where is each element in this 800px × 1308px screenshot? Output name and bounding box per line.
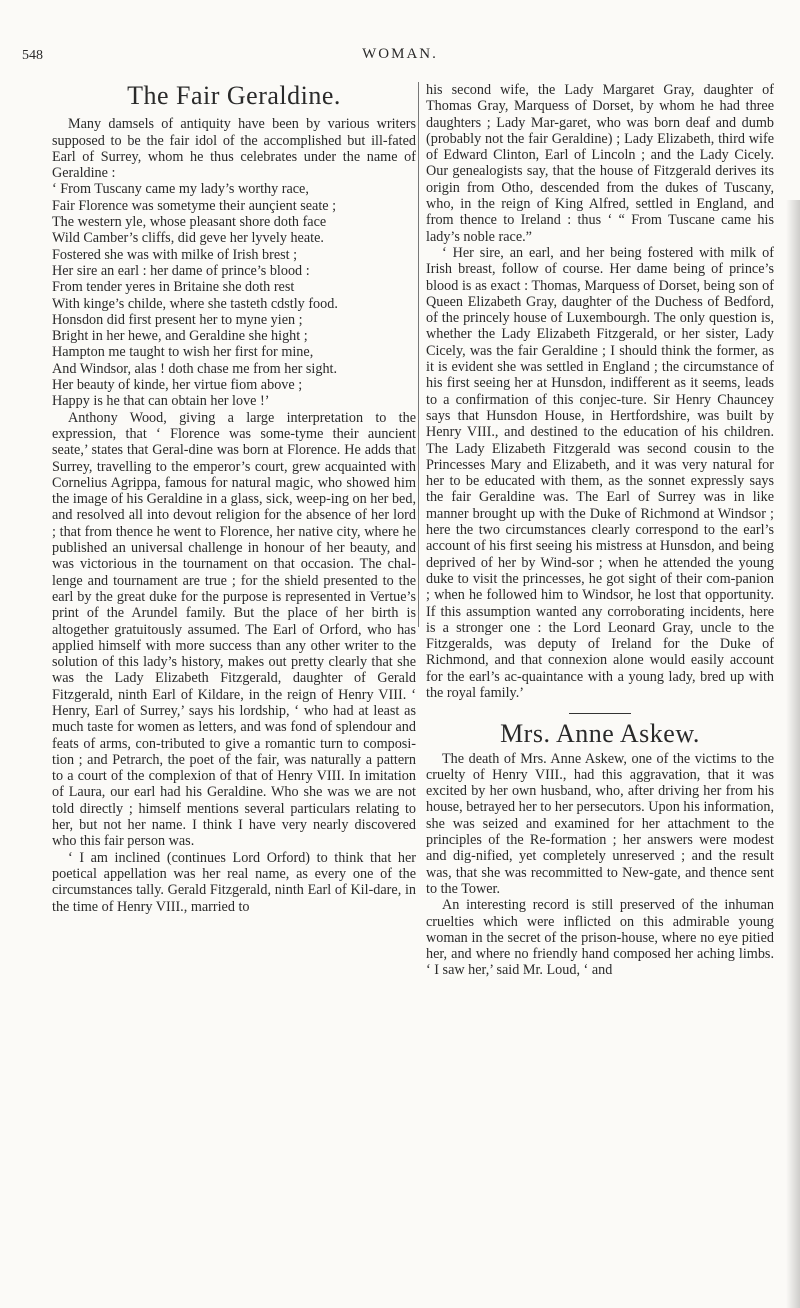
body-paragraph: An interesting record is still preserved of the inhuman cruelties which were inflicted on this admirable young woman in the secret of the prison-house, where no eye pitied her, and where no friendly hand composed her aching limbs. ‘ I saw her,’ said Mr. Loud, ‘ and	[426, 897, 774, 979]
intro-paragraph: Many damsels of antiquity have been by various writers supposed to be the fair idol of the accomplished but ill-fated Earl of Surrey, whom he thus celebrates under the name of Geraldine :	[52, 116, 416, 182]
running-head: WOMAN.	[362, 46, 438, 62]
right-column	[426, 82, 774, 979]
body-paragraph: Anthony Wood, giving a large interpretation to the expression, that ‘ Florence was some-tyme their auncient seate,’ states that Geral-dine was born at Florence. He adds that Surrey, travelling to the emperor’s court, grew acquainted with Cornelius Agrippa, famous for natural magic, who showed him the image of his Geraldine in a glass, sick, weep-ing on her bed, and resolved all into devout religion for the absence of her lord ; that from thence he went to Florence, her native city, where he published an universal challenge in honour of her beauty, and was victorious in the tournament on that occasion. The chal-lenge and tournament are true ; for the shield presented to the earl by the great duke for the purpose is represented in Vertue’s print of the Arundel family. But the place of her birth is altogether gratuitously assumed. The Earl of Orford, who has applied himself with more success than any other writer to the solution of this lady’s history, makes out pretty clearly that she was the Lady Elizabeth Fitzgerald, daughter of Gerald Fitzgerald, ninth Earl of Kildare, in the reign of Henry VIII. ‘ Henry, Earl of Surrey,’ says his lordship, ‘ who had at least as much taste for women as letters, and was fond of splendour and feats of arms, con-tributed to give a romantic turn to composi-tion ; and Petrarch, the poet of the fair, was naturally a pattern to a court of the complexion of that of Henry VIII. In imitation of Laura, our earl had his Geraldine. Who she was we are not told directly ; himself mentions several particulars relating to her, but not her name. I think I have very nearly discovered who this fair person was.	[52, 409, 416, 850]
column-rule	[418, 82, 419, 627]
verse-line: The western yle, whose pleasant shore doth face	[52, 214, 327, 231]
verse-line: Bright in her hewe, and Geraldine she hight ;	[52, 328, 308, 345]
page-number: 548	[22, 48, 43, 63]
verse-line: Happy is he that can obtain her love !’	[52, 393, 270, 410]
verse-line: Wild Camber’s cliffs, did geve her lyvely heate.	[52, 230, 324, 247]
verse-line: ‘ From Tuscany came my lady’s worthy race,	[52, 181, 309, 198]
page-edge-shadow	[786, 200, 800, 1308]
verse-line: Fair Florence was sometyme their aunçient seate ;	[52, 197, 337, 214]
section-title-geraldine: The Fair Geraldine.	[127, 81, 341, 110]
left-column	[52, 82, 416, 915]
verse-line: And Windsor, alas ! doth chase me from her sight.	[52, 360, 338, 377]
section-title-askew: Mrs. Anne Askew.	[500, 719, 700, 749]
verse-line: Her beauty of kinde, her virtue fiom above ;	[52, 377, 303, 394]
section-separator	[569, 713, 631, 714]
body-paragraph: ‘ I am inclined (continues Lord Orford) to think that her poetical appellation was her real name, as every one of the circumstances tally. Gerald Fitzgerald, ninth Earl of Kil-dare, in the time of Henry VIII., married to	[52, 849, 416, 915]
verse-line: Her sire an earl : her dame of prince’s blood :	[52, 262, 310, 279]
verse-line: Hampton me taught to wish her first for mine,	[52, 344, 314, 361]
body-paragraph: The death of Mrs. Anne Askew, one of the victims to the cruelty of Henry VIII., had this aggravation, that it was excited by her own husband, who, after driving her from his house, betrayed her to her persecutors. Upon his information, she was seized and examined for her attachment to the principles of the Re-formation ; her answers were modest and dig-nified, yet completely unreserved ; and the result was, that she was recommitted to New-gate, and thence sent to the Tower.	[426, 750, 774, 897]
body-paragraph: ‘ Her sire, an earl, and her being fostered with milk of Irish breast, follow of course. Her dame being of prince’s blood is as exact : Thomas, Marquess of Dorset, being son of Queen Elizabeth Gray, daughter of the Duchess of Bedford, of the princely house of Luxembourgh. The only question is, whether the Lady Elizabeth Fitzgerald, or her sister, Lady Cicely, was the fair Geraldine ; I should think the former, as it is evident she was settled in England ; the circumstance of his first seeing her at Hunsdon, indifferent as it seems, leads to a confirmation of this conjec-ture. Sir Henry Chauncey says that Hunsdon House, in Hertfordshire, was built by Henry VIII., and destined to the education of his children. The Lady Elizabeth Fitzgerald was second cousin to the Princesses Mary and Elizabeth, and it was very natural for her to be educated with them, as the sonnet expressly says the fair Geraldine was. The Earl of Surrey was in like manner brought up with the Duke of Richmond at Windsor ; here the two circumstances clearly correspond to the earl’s account of his first seeing his mistress at Hunsdon, and being deprived of her by Wind-sor ; when he attended the young duke to visit the princesses, he got sight of their com-panion ; when he followed him to Windsor, he lost that opportunity. If this assumption wanted any corroborating incidents, here is a stronger one : the Lord Leonard Gray, uncle to the Fitzgeralds, was deputy of Ireland for the Duke of Richmond, and that connexion alone would easily account for the earl’s ac-quaintance with a young lady, bred up with the royal family.’	[426, 244, 774, 701]
verse-line: Fostered she was with milke of Irish brest ;	[52, 246, 298, 263]
verse-line: From tender yeres in Britaine she doth rest	[52, 279, 295, 296]
verse-line: Honsdon did first present her to myne yien ;	[52, 311, 303, 328]
body-paragraph: his second wife, the Lady Margaret Gray, daughter of Thomas Gray, Marquess of Dorset, by whom he had three daughters ; Lady Mar-garet, who was born deaf and dumb (probably not the fair Geraldine) ; Lady Elizabeth, third wife of Edward Clinton, Earl of Lincoln ; and the Lady Cicely. Our genealogists say, that the house of Fitzgerald derives its origin from Otho, descended from the dukes of Tuscany, who, in the reign of King Alfred, settled in England, and from thence to Ireland : thus ‘ “ From Tuscane came his lady’s noble race.”	[426, 82, 774, 245]
verse-line: With kinge’s childe, where she tasteth cdstly food.	[52, 295, 338, 312]
sonnet	[52, 181, 416, 409]
